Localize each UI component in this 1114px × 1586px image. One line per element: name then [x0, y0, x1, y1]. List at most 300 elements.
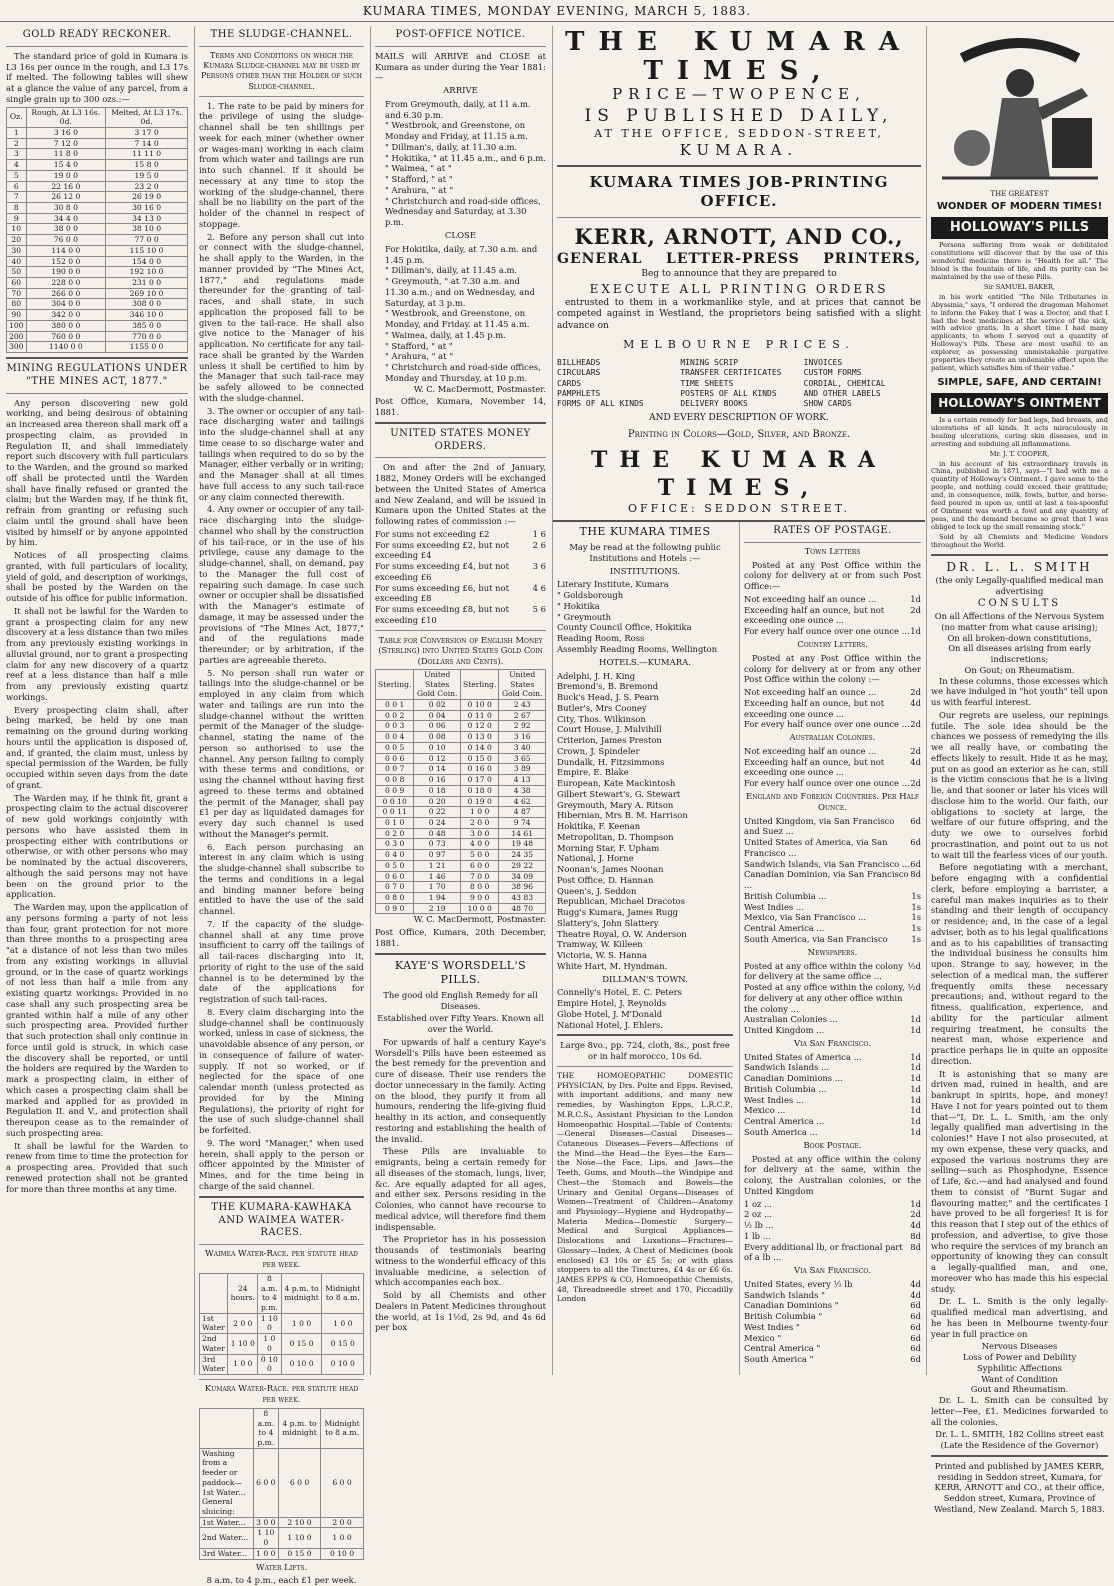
rate-label: For every half ounce over one ounce ... [744, 778, 910, 789]
rate-value: 1s [911, 901, 921, 912]
lower-columns [553, 520, 925, 1375]
kt-title: THE KUMARA TIMES, [565, 27, 913, 86]
rate-row [744, 687, 921, 698]
rate-row [744, 1311, 921, 1322]
table-cell: 20 [7, 235, 27, 246]
print-type: PAMPHLETS [557, 388, 601, 398]
table-cell: 6 0 0 [278, 1448, 320, 1517]
list-item: On all broken-down constitutions, [947, 632, 1092, 643]
table-cell: 0 0 7 [376, 764, 414, 775]
table-cell: 0 48 [414, 828, 461, 839]
gold-row [7, 224, 188, 235]
gold-col-oz: Oz. [7, 107, 27, 127]
rate-row [375, 561, 546, 583]
holloway-greatest: THE GREATEST [990, 190, 1049, 198]
divider [375, 630, 546, 631]
rate-value: 4d [910, 1220, 921, 1231]
conversion-row [376, 721, 546, 732]
table-cell: 0 15 0 [461, 753, 499, 764]
conversion-row [376, 753, 546, 764]
rate-row [744, 1300, 921, 1311]
rate-row [375, 529, 546, 540]
institutions-heading: INSTITUTIONS. [609, 566, 681, 577]
list-item: Want of Condition [981, 1373, 1058, 1384]
table-cell: 11 8 0 [26, 149, 106, 160]
table-cell: 0 13 0 [461, 732, 499, 743]
list-item: Court House, J. Mulvihill [557, 724, 662, 735]
table-cell: 1 [7, 127, 27, 138]
rate-label: South America ... [744, 1126, 818, 1137]
homeo-size: Large 8vo., pp. 724, cloth, 8s., post free or in half morocco, 10s 6d. [560, 1040, 730, 1062]
list-item: " Dillman's, daily, at 11.45 a.m. [385, 265, 518, 276]
table-cell: 0 15 0 [278, 1548, 320, 1559]
table-cell: 9 [7, 213, 27, 224]
rate-label: 1 oz ... [744, 1198, 773, 1209]
rate-value: ½d [907, 960, 921, 971]
rate-label: Exceeding half an ounce, but not exceeding one ounce ... [744, 756, 885, 778]
table-cell: 228 0 0 [26, 278, 106, 289]
conversion-row [376, 785, 546, 796]
usmo-intro: On and after the 2nd of January, 1882, Money Orders will be exchanged between the United States of America and New Zealand, and will be issued in Kumara upon the United States at the following rates of commission :— [375, 462, 546, 527]
list-item: Criterion, James Preston [557, 735, 662, 746]
table-cell: 1 10 0 [278, 1528, 320, 1548]
rate-value: 8d [910, 1241, 921, 1252]
places-title: THE KUMARA TIMES [579, 525, 711, 538]
table-cell: 60 [7, 278, 27, 289]
table-cell: 380 0 0 [26, 320, 106, 331]
table-cell: 29 22 [499, 860, 546, 871]
paragraph: Sold by all Chemists and other Dealers in Patent Medicines throughout the world, at 1s 1½d, 2s 9d, and 4s 6d per box [375, 1290, 546, 1333]
table-cell: 1 10 0 [258, 1313, 281, 1333]
rate-value: 1s [911, 933, 921, 944]
kaye-title: KAYE'S WORSDELL'S PILLS. [394, 958, 527, 986]
paragraph: 6. Each person purchasing an interest in any claim which is using the sludge-channel shall subscribe to the terms and conditions in a legal and binding manner before being entitled to have the use of the said channel. [199, 841, 364, 917]
rate-value: 4 6 [532, 582, 546, 593]
gold-row [7, 310, 188, 321]
list-item: Nervous Diseases [981, 1341, 1058, 1352]
rate-label: United Kingdom, via San Francisco and Suez ... [744, 815, 895, 837]
list-item: Tramway, W. Killeen [557, 939, 643, 950]
table-cell: 5 0 0 [461, 850, 499, 861]
list-item: Rugg's Kumara, James Rugg [557, 907, 679, 918]
table-header: 8 a.m. to 4 p.m. [253, 1408, 278, 1448]
post-close-list [375, 244, 546, 384]
rate-label: British Columbia ... [744, 890, 827, 901]
table-cell: 0 16 [414, 775, 461, 786]
post-arrive-heading: ARRIVE [443, 86, 478, 97]
list-item: " Arahura, " at " [385, 351, 454, 362]
kt-every: AND EVERY DESCRIPTION OF WORK. [649, 413, 829, 424]
kt-kumara: KUMARA. [679, 141, 799, 160]
table-header: Sterling. [461, 669, 499, 699]
list-item: " Westbrook, and Greenstone, on Monday and Friday, at 11.15 a.m. [385, 120, 528, 142]
rate-label: Central America ... [744, 1116, 825, 1127]
gold-table-body [7, 127, 188, 352]
rate-value: 8d [910, 869, 921, 880]
kt-title-2: THE KUMARA TIMES, [591, 446, 887, 501]
table-cell: 1st Water [200, 1313, 228, 1333]
table-cell: 0 0 8 [376, 775, 414, 786]
divider [199, 96, 364, 97]
table-cell: 2 43 [499, 700, 546, 711]
paragraph: 1. The rate to be paid by miners for the privilege of using the sludge-channel shall be ten shillings per week for each miner (whether owner or wages-man) working in each claim from which water and tailings are run into such channel. If it should be necessary at any time to stop the working of the sludge-channel, there shall be no liability on the part of the holder of the channel in respect of stoppage. [199, 100, 364, 229]
rate-label: Posted at any office within the colony for delivery at the same office ... [744, 960, 904, 982]
print-type: POSTERS OF ALL KINDS [680, 388, 777, 398]
gold-row [7, 203, 188, 214]
print-type: CUSTOM FORMS [803, 368, 862, 378]
post-close-heading: CLOSE [444, 230, 477, 241]
kt-entrusted: entrusted to them in a workmanlike style, and at prices that cannot be competed against in Westland, the proprietors being satisfied with a slight advance on [557, 297, 921, 331]
divider [6, 357, 188, 359]
rate-row [744, 1290, 921, 1301]
table-cell: 154 0 0 [106, 256, 188, 267]
rate-label: West Indies ... [744, 1094, 804, 1105]
rate-value: 1d [910, 1025, 921, 1036]
table-cell: 0 97 [414, 850, 461, 861]
print-type: CARDS [557, 378, 582, 388]
table-cell: 0 11 0 [461, 710, 499, 721]
paragraph: 2. Before any person shall cut into or connect with the sludge-channel, he shall apply to the Warden, in the manner provided by "The Mines Act, 1877," and regulations made thereunder for the granting of tail-races, and shall state, in such application the proposed fall to be given to the tail-race. He shall also give notice to the Manager of his application. No certificate for any tail-race shall be granted by the Warden unless it shall be certified to him by the Manager that such tail-race may be safely allowed to be connected with the sludge-channel. [199, 231, 364, 403]
paragraph: For upwards of half a century Kaye's Worsdell's Pills have been esteemed as the best remedy for the prevention and cure of disease. Their use renders the doctor unnecessary in the family. Acting on the blood, they purify it from all humours, rendering the life-giving fluid healthy in its action, and consequently restoring and establishing the health of the invalid. [375, 1036, 546, 1144]
rate-row [744, 859, 921, 870]
conversion-row [376, 850, 546, 861]
rate-label: Canadian Dominion, via San Francisco ... [744, 869, 909, 891]
rate-label: Posted at any office within the colony, for delivery at any other office within the colony ... [744, 982, 905, 1014]
gold-row [7, 149, 188, 160]
smith-only: (the only Legally-qualified medical man advertising [935, 574, 1104, 596]
table-cell: 3 40 [499, 742, 546, 753]
rate-value: 1s [911, 912, 921, 923]
list-item: " Arahura, " at " [385, 184, 454, 195]
list-item: Crown, J. Spindeler [557, 745, 640, 756]
rate-row [744, 837, 921, 859]
table-cell: 0 0 10 [376, 796, 414, 807]
rate-row [744, 594, 921, 605]
table-cell: 0 10 0 [322, 1354, 364, 1374]
gold-row [7, 160, 188, 171]
paragraph: The Warden may, upon the application of any persons forming a party of not less than four, grant protection for not more than three months to a prospecting area "at a distance of not less than two miles from any existing workings in alluvial ground, or in the case of quartz workings of not less than half a mile from any existing quartz workings: Provided in no case shall any such prospecting area be granted within half a mile of any other such prospecting area. Provided further that such protection shall only continue in force until gold is struck, in which case the discovery shall be reported, or until the holders are required by the Warden to mark a prospecting claim, in either of which cases a prospecting claim shall be marked and applied for as provided in Regulation II. and V., and protection shall thereupon cease as to the remainder of such prospecting area. [6, 902, 188, 1138]
table-cell: 0 8 0 [376, 892, 414, 903]
gold-row [7, 278, 188, 289]
paragraph: 5. No person shall run water or tailings into the sludge-channel or be employed in any claim from which water and tailings are run into the sludge-channel without the written permit of the Manager of the sludge-channel, stating the name of the person so authorised to use the channel. Any person failing to comply with these terms and conditions, or using the channel without having first agreed to these terms and obtained the permit of the Manager, shall pay £1 per day as liquidated damages for every day such channel is used without the Manager's permit. [199, 667, 364, 839]
table-cell: 2 [7, 138, 27, 149]
table-cell: 0 14 0 [461, 742, 499, 753]
list-item: " Stafford, " at " [385, 340, 453, 351]
divider [375, 953, 546, 955]
table-cell: 1 21 [414, 860, 461, 871]
conversion-row [376, 710, 546, 721]
kumara-race-row [200, 1517, 364, 1528]
holloway-pills-text: Persons suffering from weak or debilitated constitutions will discover that by the use of this wonderful medicine there is "Health for all." The blood is the fountain of life, and its purity can be maintained by the use of these Pills. [931, 241, 1108, 281]
table-cell: 192 10 0 [106, 267, 188, 278]
rate-row [744, 719, 921, 730]
conversion-row [376, 764, 546, 775]
divider [557, 165, 921, 167]
holloway-ointment-text: Is a certain remedy for bad legs, bad breasts, and ulcerations of all kinds. It acts miraculously in healing ulcerations, curing skin diseases, and in arresting and subduing all inflammations. [931, 416, 1108, 448]
table-cell: 0 73 [414, 839, 461, 850]
table-cell: 0 2 0 [376, 828, 414, 839]
print-type: AND OTHER LABELS [803, 388, 881, 398]
rate-row [744, 1127, 921, 1138]
conversion-row [376, 882, 546, 893]
table-cell: 3 16 [499, 732, 546, 743]
paragraph: Notices of all prospecting claims granted, with full particulars of locality, yield of gold, and description of workings, shall be posted by the Warden on the outside of his office for public information. [6, 550, 188, 604]
conversion-row [376, 839, 546, 850]
holloway-pills-banner: HOLLOWAY'S PILLS [931, 217, 1108, 240]
rate-row [744, 1105, 921, 1116]
rate-row [744, 1062, 921, 1073]
rate-value: 2d [910, 778, 921, 789]
via2-rates [744, 1279, 921, 1365]
divider [6, 393, 188, 394]
divider [199, 46, 364, 47]
rate-value: 1d [910, 1126, 921, 1137]
list-item: European, Kate Mackintosh [557, 778, 676, 789]
rate-row [744, 1084, 921, 1095]
post-title: POST-OFFICE NOTICE. [395, 29, 526, 40]
rate-value: 3 6 [532, 561, 546, 572]
rate-row [744, 891, 921, 902]
table-header: Sterling. [376, 669, 414, 699]
smith-name: DR. L. L. SMITH [946, 559, 1093, 574]
post-arrive-list [375, 99, 546, 228]
rate-label: South America " [744, 1354, 814, 1365]
table-cell: 40 [7, 256, 27, 267]
newspaper-page [0, 22, 1114, 1586]
rate-label: United Kingdom ... [744, 1025, 825, 1036]
table-cell: 2 0 0 [461, 817, 499, 828]
rate-label: Mexico " [744, 1332, 782, 1343]
table-cell: 4 87 [499, 807, 546, 818]
list-item: " Waimea, " at " [385, 163, 452, 174]
rate-value: 1d [910, 1062, 921, 1073]
table-cell: 7 [7, 192, 27, 203]
table-header: 24 hours. [228, 1273, 258, 1313]
rate-row [744, 1333, 921, 1344]
rate-row [744, 902, 921, 913]
table-cell: 0 06 [414, 721, 461, 732]
rate-label: South America, via San Francisco [744, 933, 888, 944]
table-cell: 1 0 0 [321, 1528, 364, 1548]
table-cell: 1140 0 0 [26, 342, 106, 353]
table-cell: 11 11 0 [106, 149, 188, 160]
conversion-row [376, 817, 546, 828]
rate-row [744, 1209, 921, 1220]
glp-word: PRINTERS, [823, 250, 921, 267]
eng-heading: England and Foreign Countries. Per Half Ounce. [746, 791, 919, 813]
table-cell: 346 10 0 [106, 310, 188, 321]
rate-label: For sums exceeding £4, but not exceeding £6 [375, 561, 509, 582]
table-cell: 2nd Water [200, 1334, 228, 1354]
town-heading: Town Letters [804, 546, 861, 557]
table-cell: 10 0 0 [461, 903, 499, 914]
table-cell: 2 10 0 [278, 1517, 320, 1528]
table-cell: 231 0 0 [106, 278, 188, 289]
rate-label: Not exceeding half an ounce ... [744, 687, 877, 698]
gold-row [7, 192, 188, 203]
table-cell: 1 0 0 [253, 1548, 278, 1559]
rate-value: 4d [910, 697, 921, 708]
rate-label: Sandwich Islands " [744, 1289, 825, 1300]
table-cell: 4 13 [499, 775, 546, 786]
postage-title: RATES OF POSTAGE. [773, 525, 892, 536]
rate-row [744, 1354, 921, 1365]
table-cell: Washing from a feeder or paddock— 1st Water... General sluicing: [200, 1448, 254, 1517]
list-item: Gilbert Stewart's, G. Stewart [557, 788, 681, 799]
masthead: KUMARA TIMES, MONDAY EVENING, MARCH 5, 1883. [0, 0, 1114, 22]
rate-label: British Columbia ... [744, 1083, 827, 1094]
table-cell: 3rd Water [200, 1354, 228, 1374]
rate-label: ½ lb ... [744, 1220, 774, 1231]
gold-col-rough: Rough, At L3 16s. 0d. [26, 107, 106, 127]
imprint: Printed and published by JAMES KERR, residing in Seddon street, Kumara, for KERR, ARNOTT and CO., at their office, Seddon street, Kumara, Province of Westland, New Zealand. March 5, 1883. [934, 1460, 1105, 1514]
table-cell: 26 19 0 [106, 192, 188, 203]
places-intro: May be read at the following public Institutions and Hotels :— [569, 542, 721, 563]
table-cell: 0 17 0 [461, 775, 499, 786]
rate-value: 2 6 [532, 539, 546, 550]
usmo-rates [375, 529, 546, 626]
divider [199, 1196, 364, 1198]
post-signature: W. C. MacDermott, Postmaster. [413, 383, 546, 394]
gold-col-melted: Melted, At L3 17s. 0d. [106, 107, 188, 127]
kt-melbourne-prices: MELBOURNE PRICES. [623, 338, 855, 352]
kt-print-types [557, 358, 921, 409]
kumara-race-row [200, 1448, 364, 1517]
table-cell: 19 5 0 [106, 170, 188, 181]
table-cell: 1 10 0 [228, 1334, 258, 1354]
kaye-subtitle: The good old English Remedy for all Diseases. [383, 989, 538, 1011]
table-cell: 0 10 [414, 742, 461, 753]
town-rates [744, 594, 921, 637]
table-cell: 0 16 0 [461, 764, 499, 775]
aus-rates [744, 746, 921, 789]
rate-value: 6d [910, 1321, 921, 1332]
list-item: Gout and Rheumatism. [970, 1384, 1069, 1395]
divider [557, 1066, 733, 1067]
holloway-ointment-banner: HOLLOWAY'S OINTMENT [931, 393, 1108, 414]
table-cell: 14 61 [499, 828, 546, 839]
table-cell: 2 19 [414, 903, 461, 914]
rate-label: West Indies ... [744, 901, 804, 912]
table-cell: 30 [7, 245, 27, 256]
table-header: 4 p.m. to midnight [278, 1408, 320, 1448]
table-cell: 7 0 0 [461, 871, 499, 882]
paragraph: 4. Any owner or occupier of any tail-race discharging into the sludge-channel who shall by the construction of his tail-race, or in the use of his privilege, cause any damage to the sludge-channel, shall, on demand, pay to the Manager the full cost of repairing such damage. In case such owner or occupier shall be dissatisfied with the Manager's estimate of damage, it may be assessed under the provisions of "The Mines Act, 1877," and of the regulations made thereunder; or by arbitration, if the parties are agreeable thereto. [199, 504, 364, 665]
gold-table [6, 107, 188, 354]
table-header: 4 p.m. to midnight [281, 1273, 322, 1313]
rate-row [744, 605, 921, 627]
holloway-wonder: WONDER OF MODERN TIMES! [936, 200, 1103, 212]
rate-label: Central America ... [744, 923, 825, 934]
gold-row [7, 235, 188, 246]
table-cell: 0 7 0 [376, 882, 414, 893]
print-type: INVOICES [803, 358, 843, 368]
table-cell: 0 1 0 [376, 817, 414, 828]
rate-row [744, 923, 921, 934]
list-item: " Dillman's, daily, at 11.30 a.m. [385, 141, 518, 152]
print-type: BILLHEADS [557, 358, 601, 368]
rate-value: 1d [910, 1073, 921, 1084]
rate-value: ½d [907, 982, 921, 993]
print-type: CORDIAL, CHEMICAL [803, 378, 886, 388]
table-cell: 2 67 [499, 710, 546, 721]
gold-row [7, 299, 188, 310]
conversion-row [376, 700, 546, 711]
kumara-race-row [200, 1548, 364, 1559]
table-cell: 7 14 0 [106, 138, 188, 149]
gold-row [7, 288, 188, 299]
table-cell: 0 12 [414, 753, 461, 764]
rate-value: 1d [910, 1094, 921, 1105]
table-cell: 0 0 11 [376, 807, 414, 818]
table-header [200, 1408, 254, 1448]
rate-row [744, 1279, 921, 1290]
table-cell: 38 96 [499, 882, 546, 893]
table-cell: 38 10 0 [106, 224, 188, 235]
conversion-row [376, 828, 546, 839]
print-type: TRANSFER CERTIFICATES [680, 368, 782, 378]
rate-value: 6d [910, 1311, 921, 1322]
kt-general-letterpress [557, 251, 921, 269]
table-cell: 3 0 0 [253, 1517, 278, 1528]
book-rates [744, 1199, 921, 1264]
country-rates [744, 687, 921, 730]
table-cell: 6 0 0 [321, 1448, 364, 1517]
table-cell: 9 0 0 [461, 892, 499, 903]
table-cell: 2 92 [499, 721, 546, 732]
table-cell: 0 24 [414, 817, 461, 828]
gold-row [7, 342, 188, 353]
list-item: National, J. Horne [557, 853, 634, 864]
kaye-text [375, 1037, 546, 1333]
table-cell: 1 94 [414, 892, 461, 903]
paragraph: Dr. L. L. Smith is the only legally-qualified medical man advertising, and he has been in Melbourne twenty-four year in full practice on [931, 1296, 1108, 1339]
table-cell: 50 [7, 267, 27, 278]
post-intro: MAILS will ARRIVE and CLOSE at Kumara as under during the Year 1881:— [375, 50, 546, 83]
paragraph: 9. The word "Manager," when used herein, shall apply to the person or officer appointed by the Minister of Mines, and for the time being in charge of the said channel. [199, 1137, 364, 1191]
table-cell: 0 0 1 [376, 700, 414, 711]
table-cell: 34 09 [499, 871, 546, 882]
column-2 [194, 26, 368, 1586]
holloway-simple: SIMPLE, SAFE, AND CERTAIN! [937, 376, 1102, 388]
table-cell: 0 5 0 [376, 860, 414, 871]
table-cell: 22 16 0 [26, 181, 106, 192]
list-item: " Hokitika, " at 11.45 a.m., and 6 p.m. [385, 152, 546, 163]
rate-label: For sums exceeding £6, but not exceeding £8 [375, 582, 509, 604]
table-cell: 0 9 0 [376, 903, 414, 914]
kt-at-office: AT THE OFFICE, SEDDON-STREET, [594, 126, 884, 140]
rate-row [744, 746, 921, 757]
table-cell: 0 10 0 [281, 1354, 322, 1374]
table-cell: 4 62 [499, 796, 546, 807]
rate-row [744, 1231, 921, 1242]
paragraph: These Pills are invaluable to emigrants, being a certain remedy for all diseases of the stomach, lungs, liver, &c. Are equally adapted for all ages, and either sex. Persons residing in the Colonies, who cannot have recourse to medical advice, will therefore find them indispensable. [375, 1146, 546, 1232]
hotels-list [557, 671, 733, 972]
waimea-title: THE KUMARA-KAWHAKA AND WAIMEA WATER-RACES. [211, 1201, 352, 1239]
list-item: On all Affections of the Nervous System (no matter from what cause arising); [934, 611, 1105, 632]
kaye-established: Established over Fifty Years. Known all over the World. [377, 1013, 544, 1035]
list-item: Morning Star, F. Upham [557, 842, 660, 853]
mining-regulations-text [6, 398, 188, 1195]
rate-row [744, 816, 921, 838]
town-intro: Posted at any Post Office within the colony for delivery at or from such Post Office:— [744, 559, 921, 592]
rate-row [375, 583, 546, 605]
kumara-race-row [200, 1528, 364, 1548]
list-item: Hokitika, F. Keenan [557, 821, 641, 832]
rate-value: 1d [910, 1083, 921, 1094]
list-item: " Christchurch and road-side offices, Wednesday and Saturday, at 3.30 p.m. [385, 195, 541, 228]
paragraph: 3. The owner or occupier of any tail-race discharging water and tailings into the sludge-channel shall at any time cease to so discharge water and tailings when required to do so by the Manager, either verbally or in writing; and the Manager shall at all times have full access to any such tail-race or any claim connected therewith. [199, 405, 364, 502]
